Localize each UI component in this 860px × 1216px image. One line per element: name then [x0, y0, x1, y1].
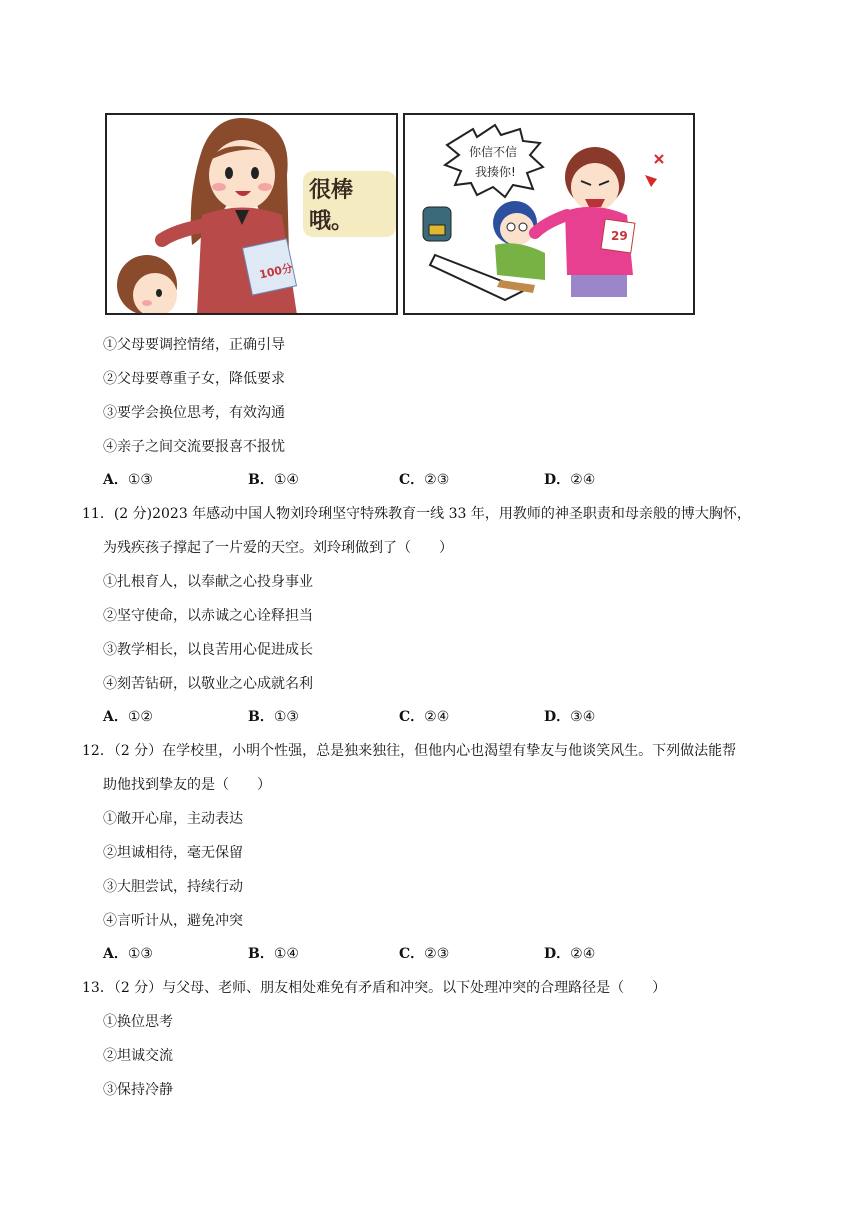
q12-statement-2: ②坦诚相待，毫无保留	[103, 845, 243, 861]
low-score-paper-label: 29	[611, 229, 628, 243]
q10-statement-4: ④亲子之间交流要报喜不报忧	[103, 439, 285, 455]
score-paper-label: 100分	[258, 261, 295, 282]
q11-option-d[interactable]: D．③④	[544, 709, 596, 725]
q11-option-a[interactable]: A．①②	[103, 709, 153, 725]
comic-panel-praise	[105, 113, 398, 315]
q12-statement-3: ③大胆尝试，持续行动	[103, 879, 243, 895]
q11-statement-1: ①扎根育人，以奉献之心投身事业	[103, 574, 313, 590]
scolding-speech-line1: 你信不信	[469, 145, 518, 159]
q12-option-a[interactable]: A．①③	[103, 946, 153, 962]
q11-stem-line2: 为残疾孩子撑起了一片爱的天空。刘玲琍做到了（ ）	[103, 540, 453, 556]
q10-statement-3: ③要学会换位思考，有效沟通	[103, 405, 285, 421]
q13-stem-line1: 13．（2 分）与父母、老师、朋友相处难免有矛盾和冲突。以下处理冲突的合理路径是（ ）	[82, 980, 667, 996]
q11-statement-2: ②坚守使命，以赤诚之心诠释担当	[103, 608, 313, 624]
q10-option-c[interactable]: C．②③	[399, 472, 450, 488]
mother-scolding-child-illustration	[405, 115, 693, 313]
q13-statement-3: ③保持冷静	[103, 1082, 173, 1098]
q10-statement-1: ①父母要调控情绪，正确引导	[103, 337, 285, 353]
q12-option-c[interactable]: C．②③	[399, 946, 450, 962]
q11-option-b[interactable]: B．①③	[248, 709, 299, 725]
q12-options	[103, 944, 663, 964]
q11-statement-4: ④刻苦钻研，以敬业之心成就名利	[103, 676, 313, 692]
scolding-speech-line2: 我揍你!	[475, 165, 516, 179]
q12-option-b[interactable]: B．①④	[248, 946, 299, 962]
q12-statement-1: ①敞开心扉，主动表达	[103, 811, 243, 827]
q11-option-c[interactable]: C．②④	[399, 709, 450, 725]
q10-options	[103, 470, 663, 490]
q13-statement-2: ②坦诚交流	[103, 1048, 173, 1064]
q10-statement-2: ②父母要尊重子女，降低要求	[103, 371, 285, 387]
praise-speech-text: 很棒哦。	[303, 171, 396, 237]
q13-statement-1: ①换位思考	[103, 1014, 173, 1030]
q10-option-b[interactable]: B．①④	[248, 472, 299, 488]
q10-option-d[interactable]: D．②④	[544, 472, 596, 488]
q12-statement-4: ④言听计从，避免冲突	[103, 913, 243, 929]
q12-stem-line1: 12．（2 分）在学校里，小明个性强，总是独来独往，但他内心也渴望有挚友与他谈笑风生。下列做法能帮	[82, 743, 737, 759]
q10-option-a[interactable]: A．①③	[103, 472, 153, 488]
q12-stem-line2: 助他找到挚友的是（ ）	[103, 777, 271, 793]
q12-option-d[interactable]: D．②④	[544, 946, 596, 962]
q11-statement-3: ③教学相长，以良苦用心促进成长	[103, 642, 313, 658]
q11-stem-line1: 11．(2 分)2023 年感动中国人物刘玲琍坚守特殊教育一线 33 年，用教师的神圣职责和母亲般的博大胸怀，	[82, 506, 751, 522]
comic-panel-scolding	[403, 113, 695, 315]
q11-options	[103, 707, 663, 727]
